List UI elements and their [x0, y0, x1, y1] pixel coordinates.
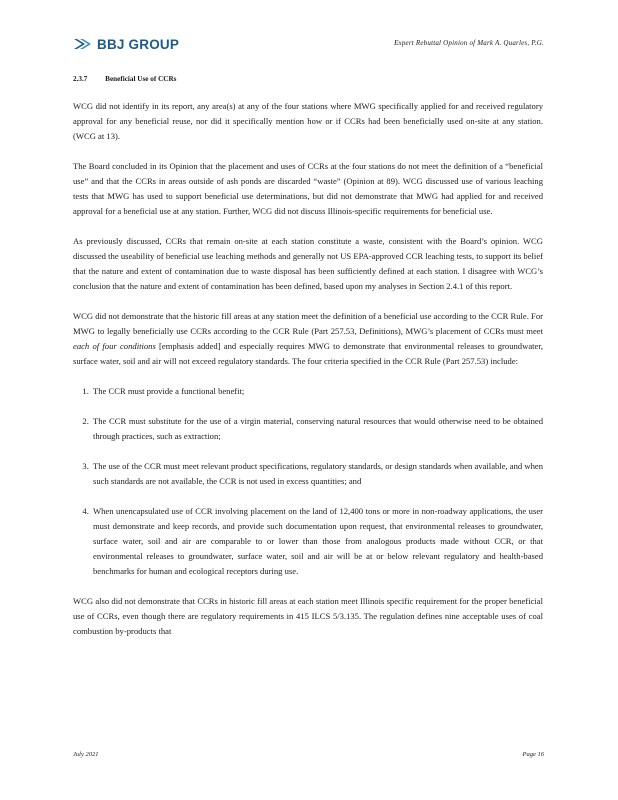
criteria-list	[73, 384, 543, 579]
document-title: Expert Rebuttal Opinion of Mark A. Quarles, P.G.	[394, 39, 544, 47]
criteria-item: 3. The use of the CCR must meet relevant product specifications, regulatory standards, or design standards when available, and when such standards are not available, the CCR is not used in excess quantities; and	[91, 459, 543, 489]
logo-text: BBJ GROUP	[97, 36, 180, 52]
paragraph-illinois-requirements: WCG also did not demonstrate that CCRs in historic fill areas at each station meet Illinois specific requirement for the proper beneficial use of CCRs, even though there are regulatory requirements in 415 ILCS 5/3.135. The regulation defines nine acceptable uses of coal combustion by-products that	[73, 596, 543, 636]
criteria-item: 1. The CCR must provide a functional benefit;	[91, 384, 543, 399]
paragraph-ccr-rule	[73, 309, 543, 369]
company-logo	[72, 35, 179, 53]
paragraph-wcg-no-area: WCG did not identify in its report, any area(s) at any of the four stations where MWG specifically applied for and received regulatory approval for any beneficial reuse, nor did it specifically mention how or if CCRs had been beneficially used on-site at any station. (WCG at 13).	[73, 101, 543, 141]
bbj-logo-icon	[72, 35, 94, 53]
paragraph-board-conclusion: The Board concluded in its Opinion that the placement and uses of CCRs at the four stations do not meet the definition of a “beneficial use” and that the CCRs in areas outside of ash ponds are discarded “waste” (Opinion at 89). WCG discussed use of various leaching tests that MWG has used to support beneficial use determinations, but did not demonstrate that MWG had applied for and received approval for a beneficial use at any station. Further, WCG did not discuss Illinois-specific requirements for beneficial use.	[73, 161, 543, 216]
page-number: Page 16	[522, 751, 544, 758]
ccr-rule-text-2: [emphasis added] and especially requires MWG to demonstrate that environmental releases to groundwater, surface water, soil and air will not exceed regulatory standards. The four criteria specified in the CCR Rule (Part 257.53) include:	[73, 341, 543, 366]
paragraph-leaching-methods: As previously discussed, CCRs that remain on-site at each station constitute a waste, consistent with the Board’s opinion. WCG discussed the useability of beneficial use leaching methods and generally not US EPA-approved CCR leaching tests, to support its belief that the nature and extent of contamination due to waste disposal has been sufficiently defined at each station. I disagree with WCG’s conclusion that the nature and extent of contamination has been defined, based upon my analyses in Section 2.4.1 of this report.	[73, 236, 543, 291]
ccr-rule-text-1: WCG did not demonstrate that the historic fill areas at any station meet the definition of a beneficial use according to the CCR Rule. For MWG to legally beneficially use CCRs according to the CCR Rule (Part 257.53, Definitions), MWG’s placement of CCRs must meet	[73, 311, 543, 336]
criteria-item: 2. The CCR must substitute for the use of a virgin material, conserving natural resources that would otherwise need to be obtained through practices, such as extraction;	[91, 414, 543, 444]
section-number: 2.3.7	[73, 75, 88, 83]
document-body	[73, 99, 543, 654]
section-heading	[73, 75, 192, 83]
ccr-rule-emphasis: each of four conditions	[73, 341, 156, 351]
footer-date: July 2021	[73, 751, 99, 758]
section-title: Beneficial Use of CCRs	[105, 75, 177, 83]
criteria-item: 4. When unencapsulated use of CCR involving placement on the land of 12,400 tons or more in non-roadway applications, the user must demonstrate and keep records, and provide such documentation upon request, that environmental releases to groundwater, surface water, soil and air are comparable to or lower than those from analogous products made without CCR, or that environmental releases to groundwater, surface water, soil and air will be at or below relevant regulatory and health-based benchmarks for human and ecological receptors during use.	[91, 504, 543, 579]
